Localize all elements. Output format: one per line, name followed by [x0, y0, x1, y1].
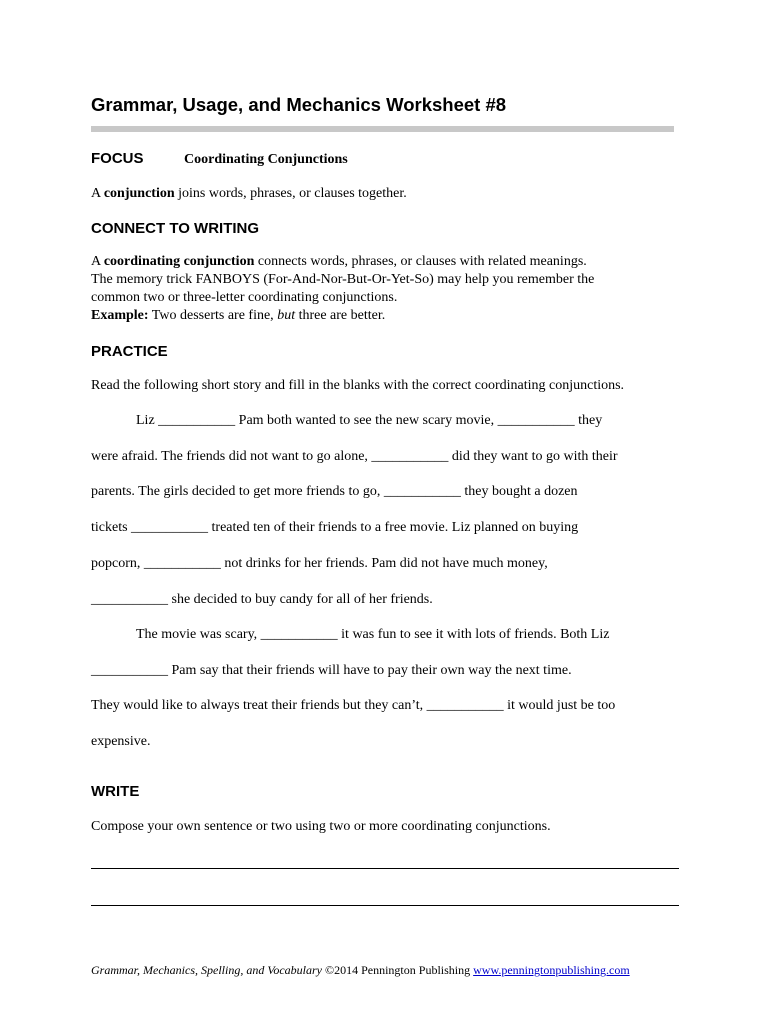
- practice-instructions: Read the following short story and fill in the blanks with the correct coordinating conjunctions.: [91, 378, 625, 393]
- connect-line-1: [91, 253, 594, 271]
- connect-heading: CONNECT TO WRITING: [91, 220, 260, 237]
- example-emphasis: but: [277, 308, 296, 323]
- footer: [91, 963, 630, 978]
- focus-label: FOCUS: [91, 150, 144, 167]
- example-line: [91, 307, 594, 325]
- intro-term: conjunction: [103, 186, 175, 201]
- footer-copyright: ©2014 Pennington Publishing: [321, 963, 474, 977]
- example-post: three are better.: [295, 308, 386, 323]
- worksheet-title: Grammar, Usage, and Mechanics Worksheet #8: [91, 94, 507, 115]
- footer-series-title: Grammar, Mechanics, Spelling, and Vocabulary: [91, 963, 322, 977]
- connect-line-1-post: connects words, phrases, or clauses with related meanings.: [254, 254, 587, 269]
- story-line: ___________ Pam say that their friends will have to pay their own way the next time.: [91, 663, 572, 678]
- write-heading: WRITE: [91, 783, 140, 800]
- title-divider: [91, 126, 674, 132]
- answer-line[interactable]: [91, 905, 679, 906]
- story-line: tickets ___________ treated ten of their friends to a free movie. Liz planned on buying: [91, 520, 579, 535]
- story-line: were afraid. The friends did not want to go alone, ___________ did they want to go with their: [91, 449, 618, 464]
- intro-post: joins words, phrases, or clauses together.: [174, 186, 407, 201]
- connect-term: coordinating conjunction: [103, 254, 255, 269]
- story-line: expensive.: [91, 734, 151, 749]
- story-line: popcorn, ___________ not drinks for her friends. Pam did not have much money,: [91, 556, 548, 571]
- story-line: parents. The girls decided to get more friends to go, ___________ they bought a dozen: [91, 484, 578, 499]
- story-line: Liz ___________ Pam both wanted to see the new scary movie, ___________ they: [136, 413, 603, 428]
- story-line: They would like to always treat their friends but they can’t, ___________ it would just be too: [91, 698, 616, 713]
- connect-line-3: common two or three-letter coordinating conjunctions.: [91, 290, 398, 305]
- focus-topic: Coordinating Conjunctions: [184, 152, 348, 167]
- connect-text: [91, 253, 594, 325]
- answer-line[interactable]: [91, 868, 679, 869]
- example-pre: Two desserts are fine,: [148, 308, 278, 323]
- connect-line-2: The memory trick FANBOYS (For-And-Nor-But-Or-Yet-So) may help you remember the: [91, 272, 595, 287]
- story-line: The movie was scary, ___________ it was fun to see it with lots of friends. Both Liz: [136, 627, 610, 642]
- write-instructions: Compose your own sentence or two using two or more coordinating conjunctions.: [91, 819, 551, 834]
- intro-pre: A: [91, 186, 104, 201]
- intro-definition: [91, 185, 407, 203]
- practice-heading: PRACTICE: [91, 343, 168, 360]
- example-label: Example:: [91, 308, 149, 323]
- story-line: ___________ she decided to buy candy for all of her friends.: [91, 592, 433, 607]
- footer-link[interactable]: www.penningtonpublishing.com: [473, 963, 630, 977]
- connect-line-1-pre: A: [91, 254, 104, 269]
